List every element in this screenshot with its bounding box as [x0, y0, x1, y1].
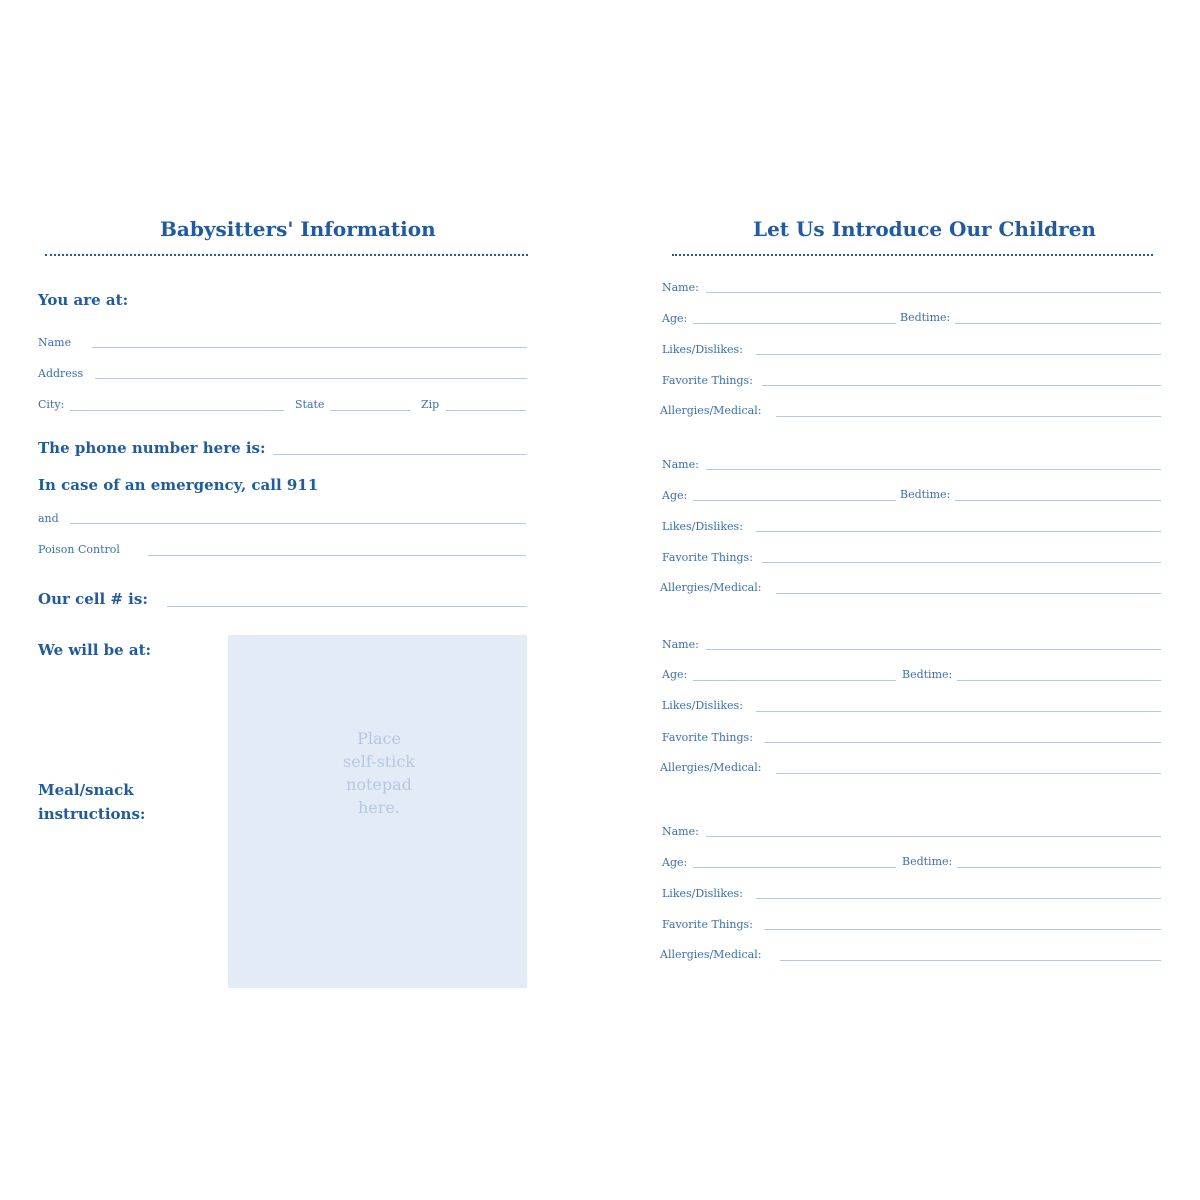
- child-age-field[interactable]: [693, 680, 896, 681]
- child-name-label: Name:: [662, 458, 699, 471]
- child-bedtime-label: Bedtime:: [900, 311, 951, 324]
- name-field[interactable]: [92, 347, 527, 348]
- will-be-at-heading: We will be at:: [38, 641, 152, 659]
- child-likes-label: Likes/Dislikes:: [662, 887, 743, 900]
- babysitters-info-title: Babysitters' Information: [160, 217, 436, 241]
- state-field[interactable]: [330, 410, 410, 411]
- child-likes-field[interactable]: [756, 354, 1161, 355]
- child-age-label: Age:: [662, 489, 688, 502]
- child-name-field[interactable]: [706, 836, 1161, 837]
- child-favorite-label: Favorite Things:: [662, 374, 753, 387]
- child-likes-field[interactable]: [756, 531, 1161, 532]
- zip-field[interactable]: [446, 410, 526, 411]
- state-label: State: [295, 398, 325, 411]
- title-divider: [45, 254, 528, 256]
- child-favorite-field[interactable]: [764, 929, 1161, 930]
- child-allergies-field[interactable]: [780, 960, 1161, 961]
- child-age-field[interactable]: [693, 867, 896, 868]
- child-favorite-label: Favorite Things:: [662, 731, 753, 744]
- and-label: and: [38, 512, 59, 525]
- poison-control-field[interactable]: [148, 555, 526, 556]
- child-name-label: Name:: [662, 638, 699, 651]
- child-age-label: Age:: [662, 856, 688, 869]
- address-label: Address: [38, 367, 84, 380]
- child-name-label: Name:: [662, 281, 699, 294]
- child-favorite-field[interactable]: [764, 742, 1161, 743]
- child-bedtime-label: Bedtime:: [902, 668, 953, 681]
- child-likes-field[interactable]: [756, 898, 1161, 899]
- child-favorite-label: Favorite Things:: [662, 918, 753, 931]
- child-allergies-label: Allergies/Medical:: [660, 581, 762, 594]
- child-bedtime-label: Bedtime:: [902, 855, 953, 868]
- phone-here-heading: The phone number here is:: [38, 439, 266, 457]
- children-title: Let Us Introduce Our Children: [753, 217, 1096, 241]
- poison-control-label: Poison Control: [38, 543, 120, 556]
- meal-heading-line1: Meal/snack: [38, 781, 134, 799]
- child-allergies-label: Allergies/Medical:: [660, 761, 762, 774]
- child-allergies-label: Allergies/Medical:: [660, 404, 762, 417]
- zip-label: Zip: [421, 398, 440, 411]
- cell-heading: Our cell # is:: [38, 590, 148, 608]
- child-allergies-field[interactable]: [776, 416, 1161, 417]
- notepad-placeholder-text: Place self-stick notepad here.: [343, 729, 415, 817]
- child-age-label: Age:: [662, 668, 688, 681]
- child-bedtime-field[interactable]: [955, 323, 1161, 324]
- city-label: City:: [38, 398, 65, 411]
- emergency-contact-field[interactable]: [70, 523, 526, 524]
- city-field[interactable]: [70, 410, 284, 411]
- child-name-field[interactable]: [706, 469, 1161, 470]
- child-likes-label: Likes/Dislikes:: [662, 699, 743, 712]
- address-field[interactable]: [95, 378, 527, 379]
- child-favorite-label: Favorite Things:: [662, 551, 753, 564]
- child-likes-field[interactable]: [756, 711, 1161, 712]
- emergency-heading: In case of an emergency, call 911: [38, 476, 319, 494]
- child-name-field[interactable]: [706, 292, 1161, 293]
- child-name-label: Name:: [662, 825, 699, 838]
- child-likes-label: Likes/Dislikes:: [662, 343, 743, 356]
- child-age-field[interactable]: [693, 323, 896, 324]
- child-bedtime-field[interactable]: [957, 680, 1161, 681]
- child-name-field[interactable]: [706, 649, 1161, 650]
- meal-heading-line2: instructions:: [38, 805, 146, 823]
- child-favorite-field[interactable]: [762, 385, 1161, 386]
- child-likes-label: Likes/Dislikes:: [662, 520, 743, 533]
- child-bedtime-field[interactable]: [957, 867, 1161, 868]
- notepad-area: [228, 635, 527, 988]
- cell-field[interactable]: [167, 606, 527, 607]
- phone-field[interactable]: [273, 454, 527, 455]
- child-allergies-field[interactable]: [776, 593, 1161, 594]
- name-label: Name: [38, 336, 72, 349]
- child-allergies-label: Allergies/Medical:: [660, 948, 762, 961]
- you-are-at-heading: You are at:: [38, 291, 129, 309]
- child-age-label: Age:: [662, 312, 688, 325]
- child-allergies-field[interactable]: [776, 773, 1161, 774]
- child-favorite-field[interactable]: [762, 562, 1161, 563]
- child-bedtime-field[interactable]: [955, 500, 1161, 501]
- children-title-divider: [672, 254, 1153, 256]
- child-bedtime-label: Bedtime:: [900, 488, 951, 501]
- child-age-field[interactable]: [693, 500, 896, 501]
